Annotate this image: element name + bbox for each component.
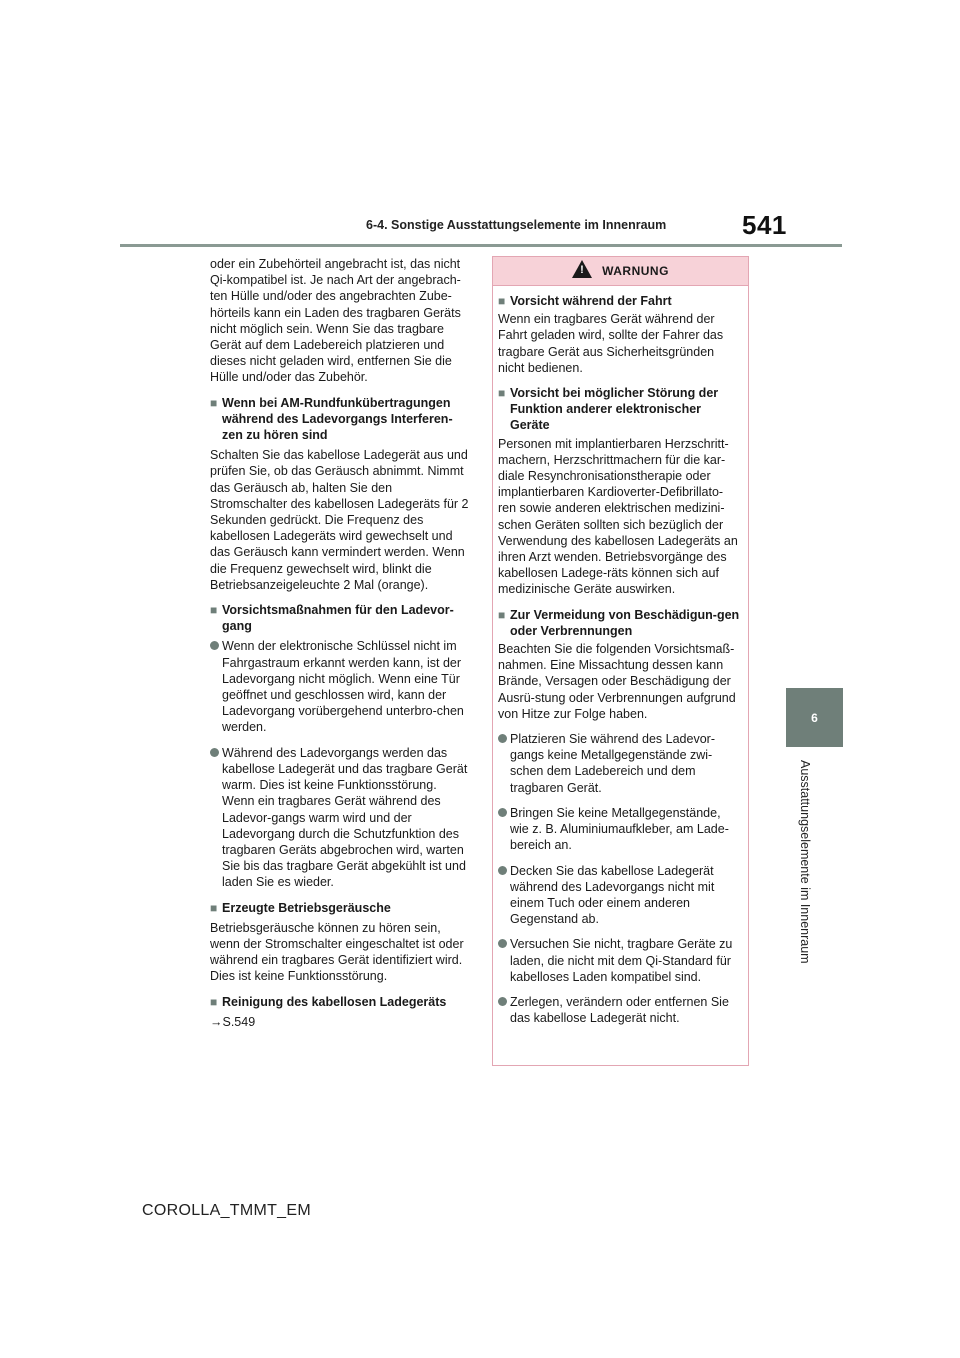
list-item	[498, 994, 740, 1026]
section-title: 6-4. Sonstige Ausstattungselemente im Innenraum	[366, 218, 667, 232]
heading-text: Vorsichtsmaßnahmen für den Ladevor-gang	[222, 603, 454, 634]
heading-text: Reinigung des kabellosen Ladegeräts	[222, 994, 447, 1009]
round-bullet-icon	[498, 805, 510, 854]
square-bullet-icon	[498, 385, 510, 434]
left-column	[210, 256, 472, 1039]
square-bullet-icon	[210, 602, 222, 634]
round-bullet-icon	[210, 745, 222, 891]
warning-title: WARNUNG	[602, 263, 669, 278]
warning-header	[493, 257, 748, 286]
list-item	[498, 731, 740, 796]
chapter-tab: 6	[786, 688, 843, 747]
list-item-text: Wenn der elektronische Schlüssel nicht im Fahrgastraum erkannt werden kann, ist der Ladevorgang nicht möglich. Wenn eine Tür geöffnet und geschlossen wird, kann der Ladevorgang vorübergehend unterbro-chen werden.	[222, 639, 464, 735]
heading-text: Vorsicht während der Fahrt	[510, 294, 672, 308]
square-bullet-icon	[210, 994, 222, 1010]
round-bullet-icon	[498, 994, 510, 1026]
operating-noise-heading	[210, 900, 472, 916]
header-divider	[120, 244, 842, 247]
list-item	[498, 805, 740, 854]
page-reference-link[interactable]: →S.549	[210, 1014, 256, 1029]
damage-prevention-text: Beachten Sie die folgenden Vorsichtsmaß-nahmen. Eine Missachtung dessen kann Brände, Versagen oder Beschädigung der Ausrü-stung oder Verbrennungen aufgrund von Hitze zur Folge haben.	[498, 642, 736, 721]
round-bullet-icon	[498, 936, 510, 985]
warning-box	[492, 256, 749, 1066]
document-code: COROLLA_TMMT_EM	[142, 1202, 311, 1219]
list-item	[498, 936, 740, 985]
warning-triangle-icon	[572, 260, 592, 278]
interference-caution-heading	[498, 385, 740, 434]
square-bullet-icon	[210, 395, 222, 444]
driving-caution-heading	[498, 293, 740, 309]
round-bullet-icon	[498, 863, 510, 928]
interference-caution-text: Personen mit implantierbaren Herzschritt-machern, Herzschrittmachern für die kar-diale Resynchronisationstherapie oder implantierbaren Kardioverter-Defibrillato-ren sowie anderen elektrischen medizini-schen Geräten sollten sich bezüglich der Verwendung des kabellosen Ladegeräts an ihren Arzt wenden. Betriebsvorgänge des kabellosen Ladege-räts können sich auf medizinische Geräte auswirken.	[498, 436, 738, 597]
driving-caution-text: Wenn ein tragbares Gerät während der Fahrt geladen wird, sollte der Fahrer das tragbare Gerät aus Sicherheitsgründen nicht bedienen.	[498, 312, 724, 375]
square-bullet-icon	[498, 293, 510, 309]
list-item-text: Decken Sie das kabellose Ladegerät während des Ladevorgangs nicht mit einem Tuch oder einem anderen Gegenstand ab.	[510, 863, 715, 927]
page-number: 541	[742, 210, 787, 240]
list-item	[498, 863, 740, 928]
square-bullet-icon	[498, 607, 510, 639]
list-item-text: Platzieren Sie während des Ladevor-gangs keine Metallgegenstände zwi-schen dem Ladebereich und dem tragbaren Gerät.	[510, 732, 715, 795]
damage-prevention-heading	[498, 607, 740, 639]
intro-paragraph: oder ein Zubehörteil angebracht ist, das nicht Qi-kompatibel ist. Je nach Art der angebrach-ten Hülle und/oder des angebrachten Zube-hörteils kann ein Laden des tragbaren Geräts nicht möglich sein. Wenn Sie das tragbare Gerät auf dem Ladebereich platzieren und dieses nicht geladen wird, entfernen Sie die Hülle und/oder das Zubehör.	[210, 257, 461, 385]
heading-text: Erzeugte Betriebsgeräusche	[222, 900, 391, 915]
list-item-text: Versuchen Sie nicht, tragbare Geräte zu laden, die nicht mit dem Qi-Standard für kabelloses Laden kompatibel sind.	[510, 937, 733, 984]
heading-text: Wenn bei AM-Rundfunkübertragungen während des Ladevorgangs Interferen-zen zu hören sind	[222, 395, 453, 443]
list-item	[210, 638, 472, 735]
round-bullet-icon	[210, 638, 222, 735]
warning-body	[493, 286, 748, 1026]
chapter-side-label: Ausstattungselemente im Innenraum	[798, 760, 812, 964]
heading-text: Zur Vermeidung von Beschädigun-gen oder Verbrennungen	[510, 607, 740, 638]
list-item-text: Während des Ladevorgangs werden das kabellose Ladegerät und das tragbare Gerät warm. Dies ist keine Funktionsstörung. Wenn ein tragbares Gerät während des Ladevor-gangs warm wird und der Ladevorgang durch die Schutzfunktion des tragbaren Geräts abgebrochen wird, warten Sie bis das tragbare Gerät abgekühlt ist und laden Sie es wieder.	[222, 745, 468, 890]
am-interference-text: Schalten Sie das kabellose Ladegerät aus und prüfen Sie, ob das Geräusch abnimmt. Nimmt das Geräusch ab, halten Sie den Stromschalter des kabellosen Ladegeräts für 2 Sekunden gedrückt. Die Frequenz des kabellosen Ladegeräts wird gewechselt und das Geräusch kann vermindert werden. Wenn die Frequenz gewechselt wird, blinkt die Betriebsanzeigeleuchte 2 Mal (orange).	[210, 448, 469, 592]
am-interference-heading	[210, 395, 472, 444]
square-bullet-icon	[210, 900, 222, 916]
round-bullet-icon	[498, 731, 510, 796]
list-item-text: Zerlegen, verändern oder entfernen Sie das kabellose Ladegerät nicht.	[510, 994, 729, 1026]
list-item	[210, 745, 472, 891]
operating-noise-text: Betriebsgeräusche können zu hören sein, wenn der Stromschalter eingeschaltet ist oder während ein tragbares Gerät identifiziert wird. Dies ist keine Funktionsstörung.	[210, 920, 464, 984]
list-item-text: Bringen Sie keine Metallgegenstände, wie z. B. Aluminiumaufkleber, am Lade-bereich an.	[510, 805, 729, 853]
charging-precautions-heading	[210, 602, 472, 634]
heading-text: Vorsicht bei möglicher Störung der Funktion anderer elektronischer Geräte	[510, 386, 719, 433]
cleaning-heading	[210, 994, 472, 1010]
